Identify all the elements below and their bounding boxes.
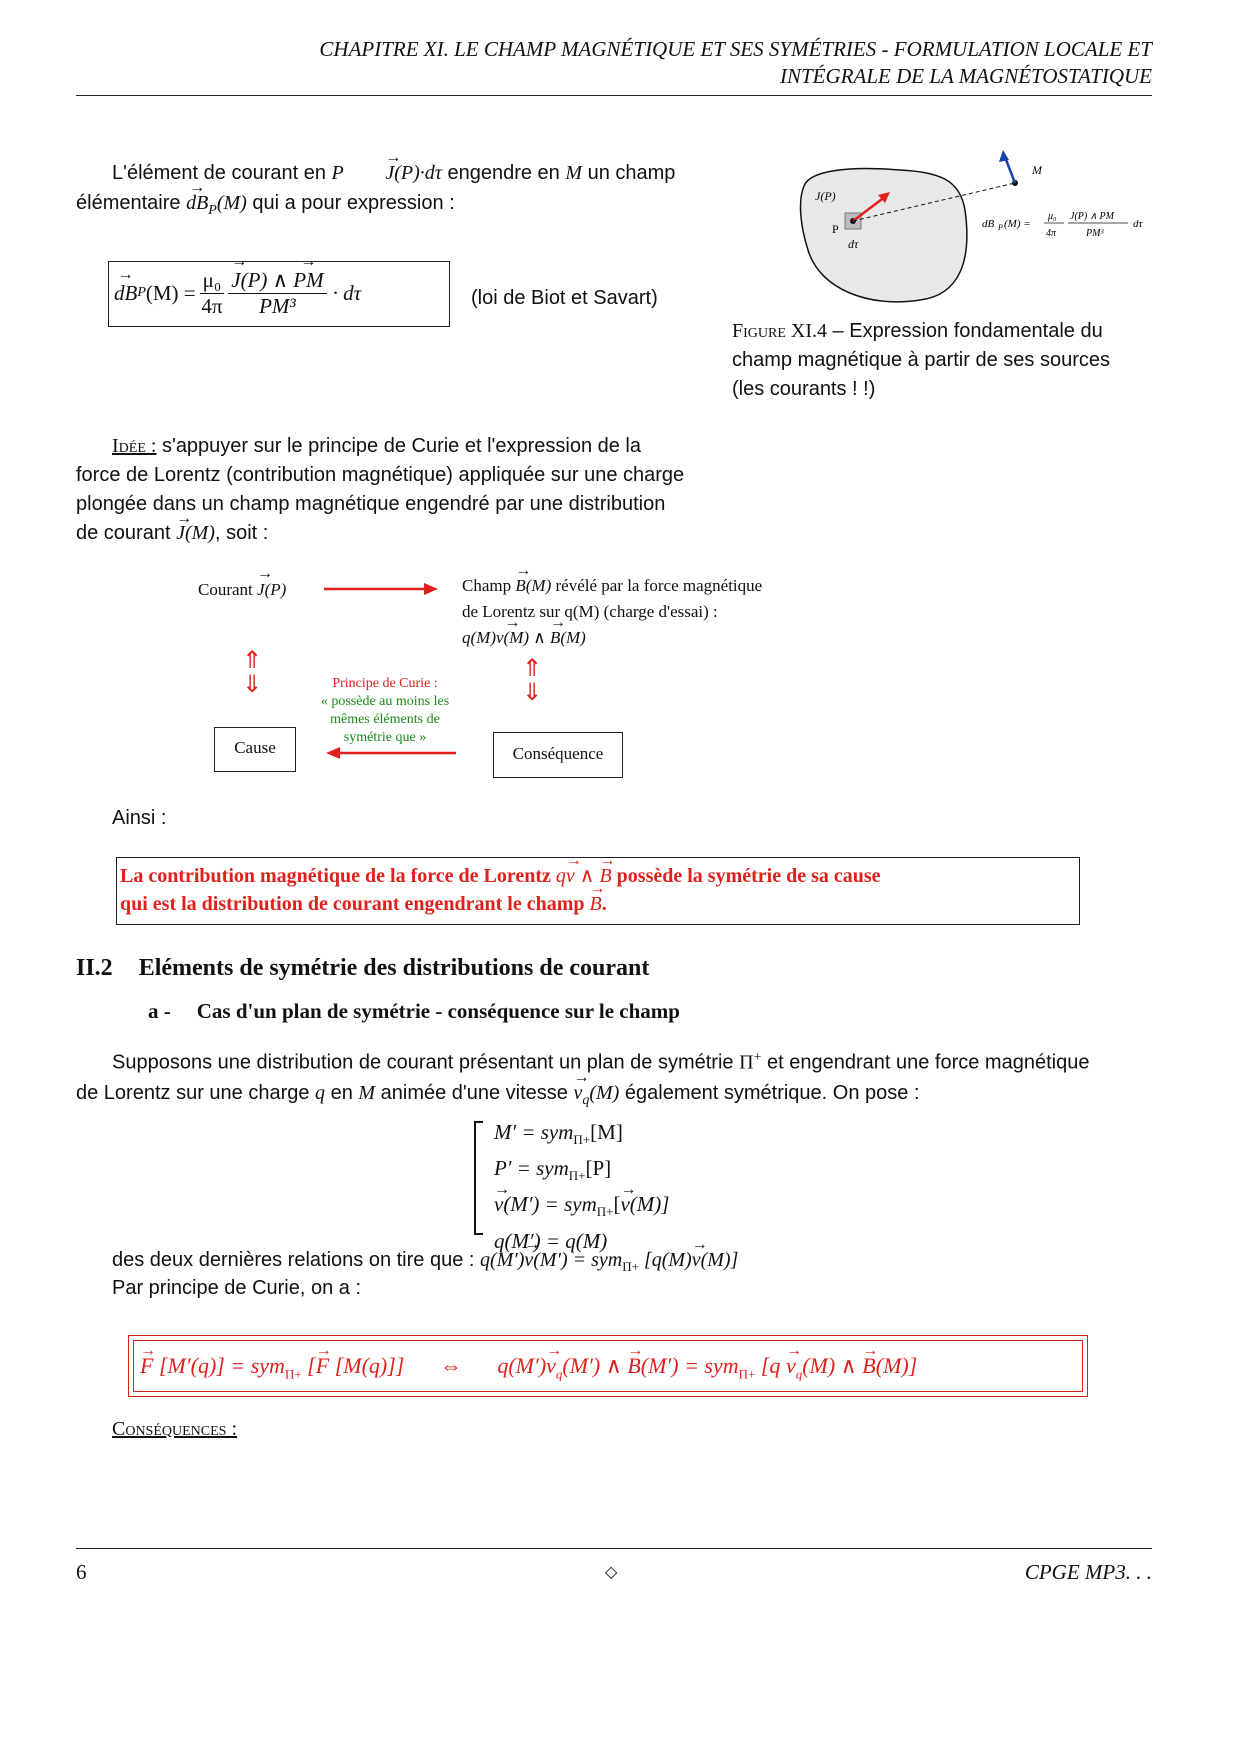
cause-box: Cause (214, 727, 296, 772)
subsection-heading: a - Cas d'un plan de symétrie - conséquence sur le champ (148, 999, 680, 1023)
field-arrow-head (999, 150, 1009, 162)
label-M: M (1032, 163, 1042, 177)
section-heading: II.2 Eléments de symétrie des distributions de courant (76, 955, 650, 981)
ainsi-text: Ainsi : (112, 807, 167, 829)
diagram-courant: Courant → J(P) (198, 580, 286, 600)
arrow-left-head (326, 747, 340, 759)
curie-principle-label: Principe de Curie : « possède au moins les mêmes éléments de symétrie que » (320, 676, 450, 745)
system-bracket (472, 1120, 486, 1236)
header-line-1: CHAPITRE XI. LE CHAMP MAGNÉTIQUE ET SES SYMÉTRIES - FORMULATION LOCALE ET (319, 37, 1152, 61)
svg-text:dB: dB (982, 218, 995, 230)
symmetry-plane-paragraph: Supposons une distribution de courant présentant un plan de symétrie Π+ et engendrant une force magnétique de Lorentz sur une charge q en M animée d'une vitesse → $v_q(M)$ également symétrique. On pose : (76, 1043, 1152, 1116)
arrow-right-head (424, 583, 438, 595)
curie-line: Par principe de Curie, on a : (112, 1277, 362, 1299)
diagram-champ: Champ → B(M) révélé par la force magnétique de Lorentz sur q(M) (charge d'essai) : q(M)→ v(M) ∧ → B(M) (462, 573, 762, 651)
relation-line: des deux dernières relations on tire que : q(M′)→ v(M′) = sym$_{\Pi+}$ [q(M)→ v(M)] (112, 1245, 738, 1282)
figure-current-element (790, 140, 1190, 315)
svg-text:4π: 4π (1046, 228, 1057, 239)
header-rule (76, 95, 1152, 96)
frac-j-pm: → $\frac{J(P) \wedge \to PM}{\text{PM³}}$ (228, 268, 326, 319)
figure-formula (982, 211, 1144, 239)
symmetry-system: M′ = sym$_{\Pi+}$[M] P′ = sym$_{\Pi+}$[P] → v(M′) = sym$_{\Pi+}$[→ v(M)] q(M′) = q(M) (494, 1118, 669, 1256)
svg-text:(M) =: (M) = (1004, 218, 1031, 230)
lorentz-symmetry-statement: La contribution magnétique de la force de Lorentz q→ v ∧ → B possède la symétrie de sa cause qui est la distribution de courant engendrant le champ → B. (120, 862, 1078, 918)
running-header (76, 36, 1152, 90)
svg-text:P: P (998, 223, 1003, 232)
label-P: P (832, 222, 839, 236)
field-arrow (1005, 157, 1015, 183)
footer-diamond-icon: ◇ (605, 1562, 618, 1581)
consequences-heading: Conséquences : (112, 1418, 238, 1440)
consequence-box: Conséquence (493, 732, 623, 778)
figure-caption: Figure XI.4 – Expression fondamentale du champ magnétique à partir de ses sources (les courants ! !) (732, 320, 1110, 400)
updown-arrow-right: ⇑ ⇓ (522, 654, 543, 706)
frac-mu-4pi: $\frac{\text{μ₀}}{4\pi}$ (201, 267, 223, 318)
svg-text:J(P) ∧ PM: J(P) ∧ PM (1070, 211, 1114, 222)
intro-paragraph: L'élément de courant en P → J(P)·dτ engendre en M un champ élémentaire → $dB_P(M)$ qui a pour expression : (76, 158, 716, 226)
force-equivalence-formula: → F [M′(q)] = sym$_{\Pi+}$ [→ F [M(q)]] ⇔ $q(M')\to v_q(M')$ ∧ → B(M′) = sym$_{\Pi+}$ [$q \to v_q(M)$ ∧ → B(M)] (140, 1346, 1080, 1394)
label-J: J(P) (815, 189, 836, 203)
footer-right: CPGE MP3. . . (1024, 1560, 1152, 1584)
header-line-2: INTÉGRALE DE LA MAGNÉTOSTATIQUE (780, 64, 1152, 88)
footer-rule (76, 1548, 1152, 1549)
label-dtau: dτ (848, 237, 859, 251)
svg-text:μ₀: μ₀ (1048, 211, 1057, 222)
idee-paragraph: Idée : s'appuyer sur le principe de Curie et l'expression de la force de Lorentz (contribution magnétique) appliquée sur une charge plongée dans un champ magnétique engendré par une distribution de courant → J(M), soit : (76, 432, 716, 548)
biot-savart-label: (loi de Biot et Savart) (471, 287, 658, 309)
page-number: 6 (76, 1560, 87, 1584)
svg-text:PM³: PM³ (1086, 228, 1104, 239)
updown-arrow-left: ⇑ ⇓ (242, 646, 263, 698)
biot-savart-formula: → dB P (M) = $\frac{\text{μ₀}}{4\pi}$ → $\frac{J(P) \wedge \to PM}{\text{PM³}}$ · dτ (114, 262, 444, 324)
svg-text:dτ: dτ (1133, 218, 1143, 230)
